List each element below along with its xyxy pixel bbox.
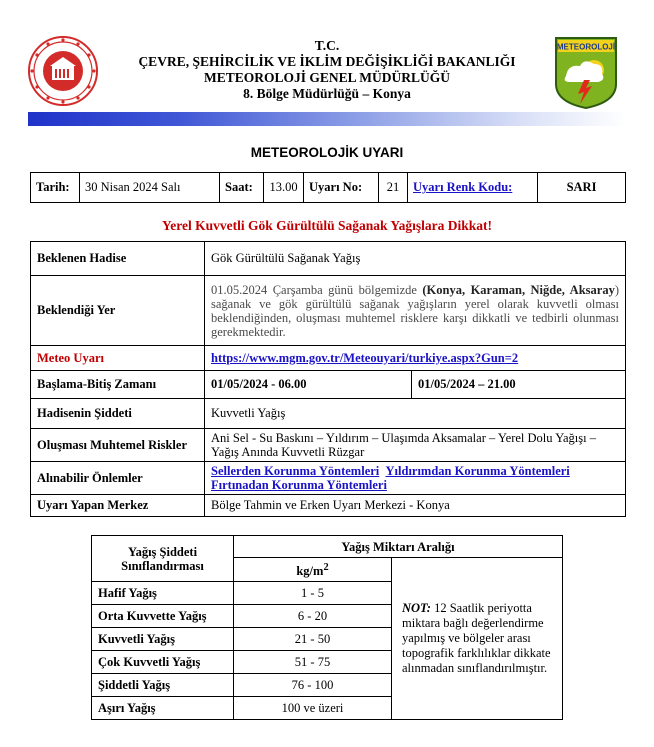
expected-event-value: Gök Gürültülü Sağanak Yağış — [205, 242, 626, 276]
expected-event-label: Beklenen Hadise — [31, 242, 205, 276]
meteoroloji-logo-icon — [554, 36, 618, 110]
document-header — [0, 0, 654, 130]
time-value: 13.00 — [264, 173, 304, 203]
rainfall-classification-table — [91, 535, 563, 720]
amount-cell: 76 - 100 — [234, 674, 392, 697]
date-value: 30 Nisan 2024 Salı — [80, 173, 220, 203]
ministry-logo-icon — [28, 36, 98, 106]
expected-place-label: Beklendiği Yer — [31, 276, 205, 346]
color-code-value: SARI — [538, 173, 626, 203]
place-provinces: (Konya, Karaman, Niğde, Aksaray — [422, 282, 615, 297]
severity-value: Kuvvetli Yağış — [205, 399, 626, 429]
date-label: Tarih: — [31, 173, 80, 203]
color-code-link[interactable]: Uyarı Renk Kodu: — [413, 180, 513, 194]
amount-cell: 51 - 75 — [234, 651, 392, 674]
precautions-label: Alınabilir Önlemler — [31, 462, 205, 495]
header-line-ministry: ÇEVRE, ŞEHİRCİLİK VE İKLİM DEĞİŞİKLİĞİ BAKANLIĞI — [138, 54, 516, 69]
precautions-links — [205, 462, 626, 495]
document-title: METEOROLOJİK UYARI — [250, 145, 404, 160]
header-line-directorate: METEOROLOJİ GENEL MÜDÜRLÜĞÜ — [203, 70, 451, 85]
possible-risks-value: Ani Sel - Su Baskını – Yıldırım – Ulaşımda Aksamalar – Yerel Dolu Yağışı – Yağış Anında Kuvvetli Rüzgar — [205, 429, 626, 462]
amount-range-header: Yağış Miktarı Aralığı — [234, 536, 563, 558]
unit-text: kg/m — [296, 564, 324, 579]
table-row — [31, 429, 626, 462]
category-cell: Kuvvetli Yağış — [92, 628, 234, 651]
amount-cell: 100 ve üzeri — [234, 697, 392, 720]
flood-protection-link[interactable]: Sellerden Korunma Yöntemleri — [211, 464, 380, 478]
amount-cell: 1 - 5 — [234, 582, 392, 605]
table-row — [31, 495, 626, 517]
unit-header — [234, 558, 392, 582]
category-cell: Aşırı Yağış — [92, 697, 234, 720]
category-cell: Çok Kuvvetli Yağış — [92, 651, 234, 674]
category-cell: Hafif Yağış — [92, 582, 234, 605]
header-line-tc: T.C. — [314, 38, 340, 53]
amount-cell: 21 - 50 — [234, 628, 392, 651]
note-text: 12 Saatlik periyotta miktara bağlı değerlendirme yapılmış ve bölgeler arası topografik farklılıklar dikkate alınmadan sınıflandırılmıştır. — [402, 601, 551, 675]
issuing-center-label: Uyarı Yapan Merkez — [31, 495, 205, 517]
unit-superscript: 2 — [323, 561, 329, 573]
warning-info-row — [31, 173, 626, 203]
table-row — [31, 276, 626, 346]
table-header-row — [92, 536, 563, 558]
table-row — [31, 399, 626, 429]
place-text-2: ) sağanak ve gök gürültülü sağanak yağışların yerel olarak kuvvetli olması beklendiğinden, oluşması muhtemel risklere karşı dikkatli ve tedbirli olunması gerekmektedir. — [211, 282, 619, 339]
header-text — [110, 38, 544, 102]
warning-no-value: 21 — [379, 173, 408, 203]
possible-risks-label: Oluşması Muhtemel Riskler — [31, 429, 205, 462]
warning-headline: Yerel Kuvvetli Gök Gürültülü Sağanak Yağışlara Dikkat! — [161, 218, 493, 233]
end-time-value: 01/05/2024 – 21.00 — [412, 371, 626, 399]
classification-header-line2: Sınıflandırması — [121, 558, 204, 573]
classification-header — [92, 536, 234, 582]
table-row — [31, 371, 626, 399]
met-logo-text: METEOROLOJİ — [556, 42, 616, 52]
category-cell: Şiddetli Yağış — [92, 674, 234, 697]
warning-info-table — [30, 172, 626, 203]
table-row — [31, 462, 626, 495]
meteo-warning-label: Meteo Uyarı — [31, 346, 205, 371]
time-label: Saat: — [220, 173, 264, 203]
table-row — [31, 242, 626, 276]
warning-no-label: Uyarı No: — [304, 173, 379, 203]
start-end-time-label: Başlama-Bitiş Zamanı — [31, 371, 205, 399]
table-row — [31, 346, 626, 371]
meteo-warning-link[interactable]: https://www.mgm.gov.tr/Meteouyari/turkiye.aspx?Gun=2 — [211, 350, 519, 365]
lightning-protection-link[interactable]: Yıldırımdan Korunma Yöntemleri — [385, 464, 570, 478]
expected-place-value — [205, 276, 626, 346]
severity-label: Hadisenin Şiddeti — [31, 399, 205, 429]
header-line-region: 8. Bölge Müdürlüğü – Konya — [243, 86, 411, 101]
issuing-center-value: Bölge Tahmin ve Erken Uyarı Merkezi - Konya — [205, 495, 626, 517]
storm-protection-link[interactable]: Fırtınadan Korunma Yöntemleri — [211, 478, 387, 492]
place-text-1: 01.05.2024 Çarşamba günü bölgemizde — [211, 282, 423, 297]
classification-note — [392, 558, 563, 720]
category-cell: Orta Kuvvette Yağış — [92, 605, 234, 628]
classification-header-line1: Yağış Şiddeti — [127, 544, 198, 559]
warning-details-table — [30, 241, 626, 517]
start-time-value: 01/05/2024 - 06.00 — [205, 371, 412, 399]
header-gradient-bar — [28, 112, 626, 126]
note-label: NOT: — [402, 601, 431, 615]
amount-cell: 6 - 20 — [234, 605, 392, 628]
